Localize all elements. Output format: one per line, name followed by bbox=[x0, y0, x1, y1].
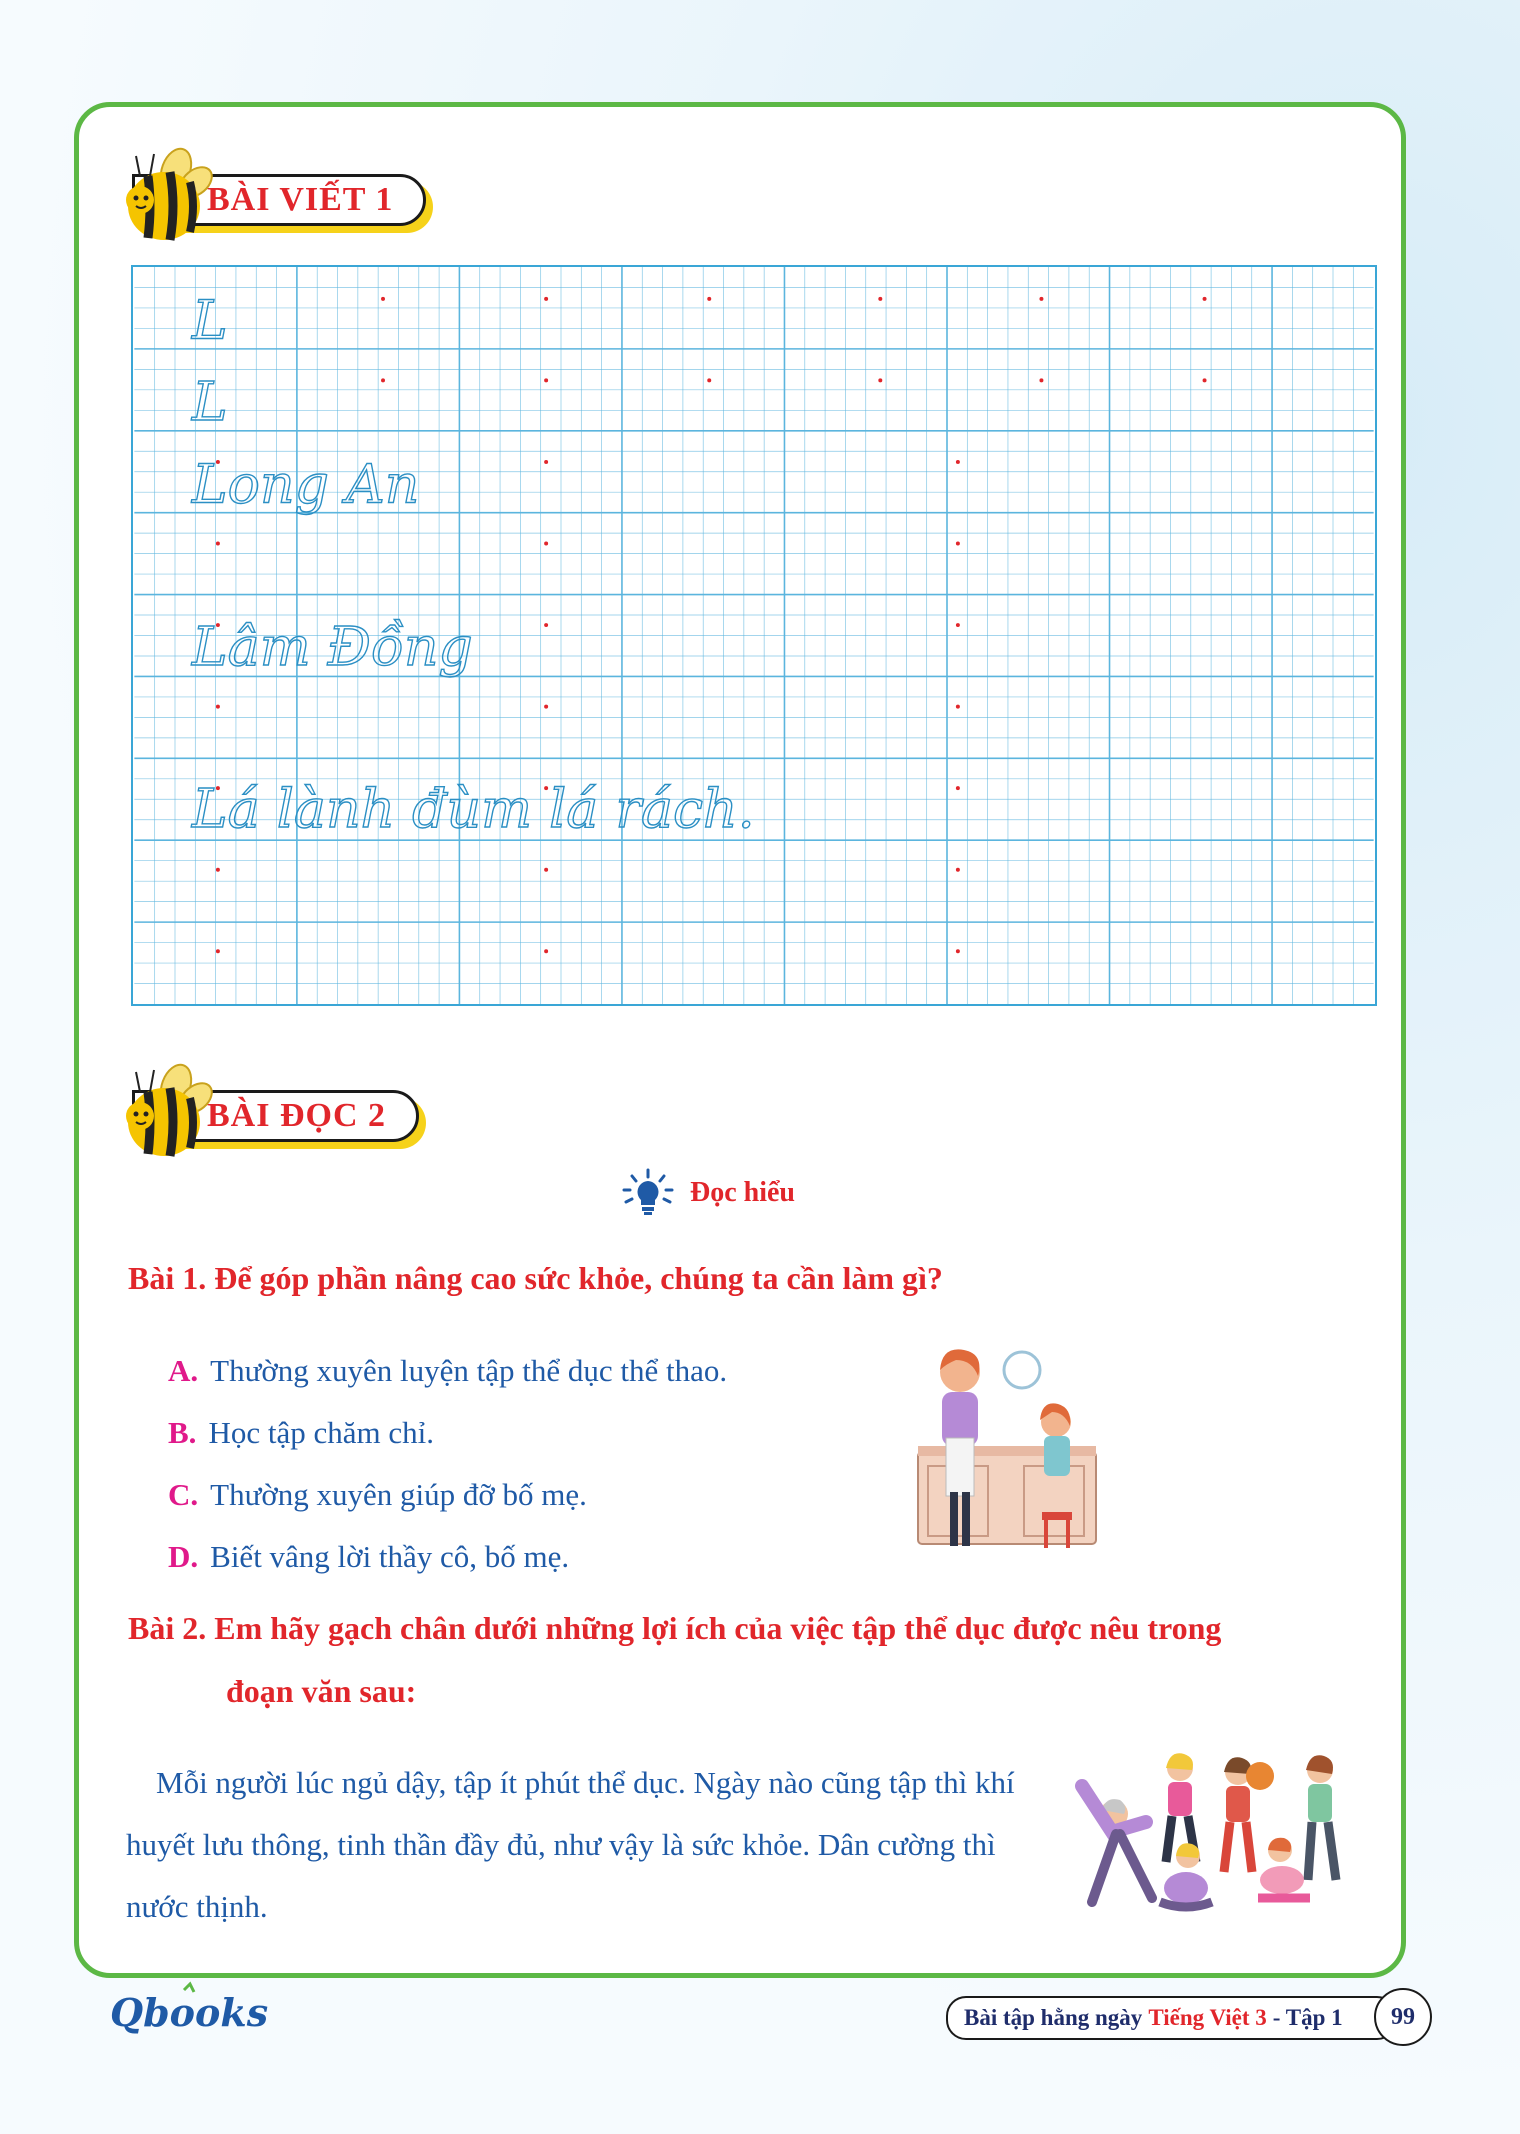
exercise-illustration bbox=[1062, 1752, 1362, 1918]
option-d[interactable] bbox=[168, 1526, 727, 1588]
bee-icon bbox=[118, 1056, 218, 1166]
qbooks-logo-text: Qbooks bbox=[110, 1990, 269, 2035]
page-number: 99 bbox=[1374, 1988, 1432, 2046]
passage-text: Mỗi người lúc ngủ dậy, tập ít phút thể dục. Ngày nào cũng tập thì khí huyết lưu thông, tinh thần đầy đủ, như vậy là sức khỏe. Dân cường thì nước thịnh. bbox=[126, 1765, 1015, 1924]
bee-icon bbox=[118, 140, 218, 250]
option-c[interactable] bbox=[168, 1464, 727, 1526]
practice-line-2: L bbox=[192, 370, 228, 434]
reading-comprehension-label: Đọc hiểu bbox=[690, 1177, 795, 1208]
option-b[interactable] bbox=[168, 1402, 727, 1464]
lightbulb-icon bbox=[620, 1168, 676, 1218]
practice-line-5: Lá lành đùm lá rách. bbox=[192, 776, 755, 840]
option-text: Biết vâng lời thầy cô, bố mẹ. bbox=[210, 1539, 570, 1574]
option-text: Học tập chăm chỉ. bbox=[208, 1415, 434, 1450]
mother-daughter-illustration bbox=[912, 1342, 1102, 1554]
practice-line-4: Lâm Đồng bbox=[192, 614, 473, 678]
book-title-footer bbox=[946, 1996, 1397, 2040]
practice-line-1: L bbox=[192, 288, 228, 352]
option-letter: D. bbox=[168, 1539, 199, 1574]
option-letter: C. bbox=[168, 1477, 199, 1512]
qbooks-logo bbox=[108, 1980, 269, 2040]
question-1-options bbox=[168, 1340, 727, 1588]
reading-passage bbox=[126, 1752, 1046, 1938]
option-letter: B. bbox=[168, 1415, 197, 1450]
option-text: Thường xuyên giúp đỡ bố mẹ. bbox=[210, 1477, 587, 1512]
option-a[interactable] bbox=[168, 1340, 727, 1402]
question-2-line-1: Bài 2. Em hãy gạch chân dưới những lợi ích của việc tập thể dục được nêu trong bbox=[128, 1610, 1222, 1646]
question-1: Bài 1. Để góp phần nâng cao sức khỏe, chúng ta cần làm gì? bbox=[128, 1260, 943, 1296]
book-title-prefix: Bài tập hằng ngày bbox=[964, 2005, 1143, 2030]
book-title-suffix: - Tập 1 bbox=[1272, 2005, 1343, 2030]
reading-comprehension-heading bbox=[620, 1168, 795, 1218]
question-2-line-2: đoạn văn sau: bbox=[226, 1673, 417, 1709]
option-text: Thường xuyên luyện tập thể dục thể thao. bbox=[210, 1353, 728, 1388]
writing-section-title: BÀI VIẾT 1 bbox=[132, 174, 426, 226]
book-title-highlight: Tiếng Việt 3 bbox=[1148, 2005, 1267, 2030]
reading-section-title: BÀI ĐỌC 2 bbox=[132, 1090, 419, 1142]
writing-section-badge bbox=[132, 174, 426, 226]
option-letter: A. bbox=[168, 1353, 199, 1388]
practice-line-3: Long An bbox=[192, 452, 420, 516]
handwriting-practice-grid bbox=[131, 265, 1377, 1006]
reading-section-badge bbox=[132, 1090, 419, 1142]
